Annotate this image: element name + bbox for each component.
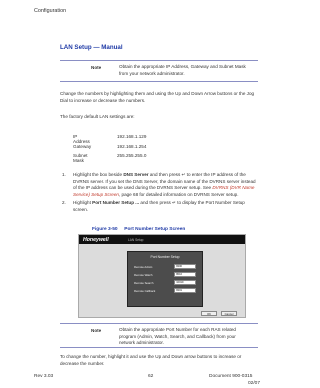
note-bottom-rule — [60, 347, 258, 348]
step-text: and then press ↵ to enter the IP address of the DVRNS server. If you set the DNS Server, the domain name of the DVRNS server instead of the IP address can be used during the DVRNS Server setup. See — [73, 172, 256, 191]
step-number: 2. — [62, 200, 66, 206]
step-text: , page 68 for detailed information on DVRNS Server setup. — [118, 191, 239, 197]
ip-value: 192.168.1.254 — [117, 143, 147, 149]
note-label: Note — [91, 65, 102, 70]
document-number: Document 900-0315 — [209, 374, 253, 379]
ip-key: IP Address — [73, 134, 90, 144]
page-number: 62 — [148, 374, 154, 379]
port-setup-panel — [127, 251, 203, 307]
step-bold: Port Number Setup ... — [92, 200, 140, 206]
step-number: 1. — [62, 172, 66, 177]
note-text: Obtain the appropriate IP Address, Gateway and Subnet Mask from your network administrator. — [119, 64, 246, 76]
ip-value: 192.168.1.129 — [117, 134, 147, 139]
port-input[interactable]: 8201 — [174, 288, 196, 293]
section-title: LAN Setup — Manual — [60, 44, 123, 51]
outro-paragraph: To change the number, highlight it and use the Up and Down arrow buttons to increase or decrease the number. — [60, 354, 242, 366]
brand-logo: Honeywell — [83, 236, 109, 243]
ip-key: Gateway — [73, 143, 92, 149]
note-top-rule — [60, 323, 258, 324]
port-number-setup-screenshot — [78, 234, 246, 318]
ok-button[interactable]: OK — [201, 311, 217, 316]
figure-title-bar — [79, 235, 245, 244]
field-label: Remote Admin — [134, 265, 153, 269]
port-input[interactable]: 10019 — [174, 280, 196, 285]
field-label: Remote Callback — [134, 289, 156, 293]
cancel-button[interactable]: Cancel — [221, 311, 237, 316]
cross-reference-link[interactable]: DVRNS (DVR Name Service) Setup Screen — [73, 185, 255, 197]
panel-title: Port Number Setup — [150, 255, 180, 259]
footer-revision: Rev 3.03 — [34, 374, 54, 379]
step-item — [60, 200, 260, 213]
note-label: Note — [91, 328, 102, 333]
port-input[interactable]: 8200 — [174, 264, 196, 269]
step-text: and then press ↵ to display the Port Number Setup screen. — [73, 200, 245, 212]
figure-subtitle: LAN Setup — [128, 237, 144, 242]
step-bold: DNS Server — [123, 172, 149, 177]
step-item — [60, 172, 260, 198]
port-input[interactable]: 8016 — [174, 272, 196, 277]
figure-caption: Figure 3-50 Port Number Setup Screen — [92, 227, 186, 232]
running-head: Configuration — [34, 8, 67, 14]
field-label: Remote Watch — [134, 273, 153, 277]
document-date: 02/07 — [248, 381, 261, 386]
steps-list — [60, 172, 260, 216]
field-label: Remote Search — [134, 281, 154, 285]
defaults-intro: The factory default LAN settings are: — [60, 114, 135, 119]
step-text: Highlight — [73, 200, 93, 206]
intro-paragraph: Change the numbers by highlighting them and using the Up and Down Arrow buttons or the Jog Dial to increase or decrease the numbers. — [60, 91, 255, 103]
ip-value: 255.255.255.0 — [117, 153, 147, 158]
note-top-rule — [60, 60, 258, 61]
step-text: Highlight the box beside — [73, 172, 124, 177]
note-text: Obtain the appropriate Port Number for each RAS related program (Admin, Watch, Search, and Callback) from your network administrator. — [119, 327, 236, 346]
ip-key: Subnet Mask — [73, 153, 88, 163]
note-bottom-rule — [60, 81, 258, 82]
